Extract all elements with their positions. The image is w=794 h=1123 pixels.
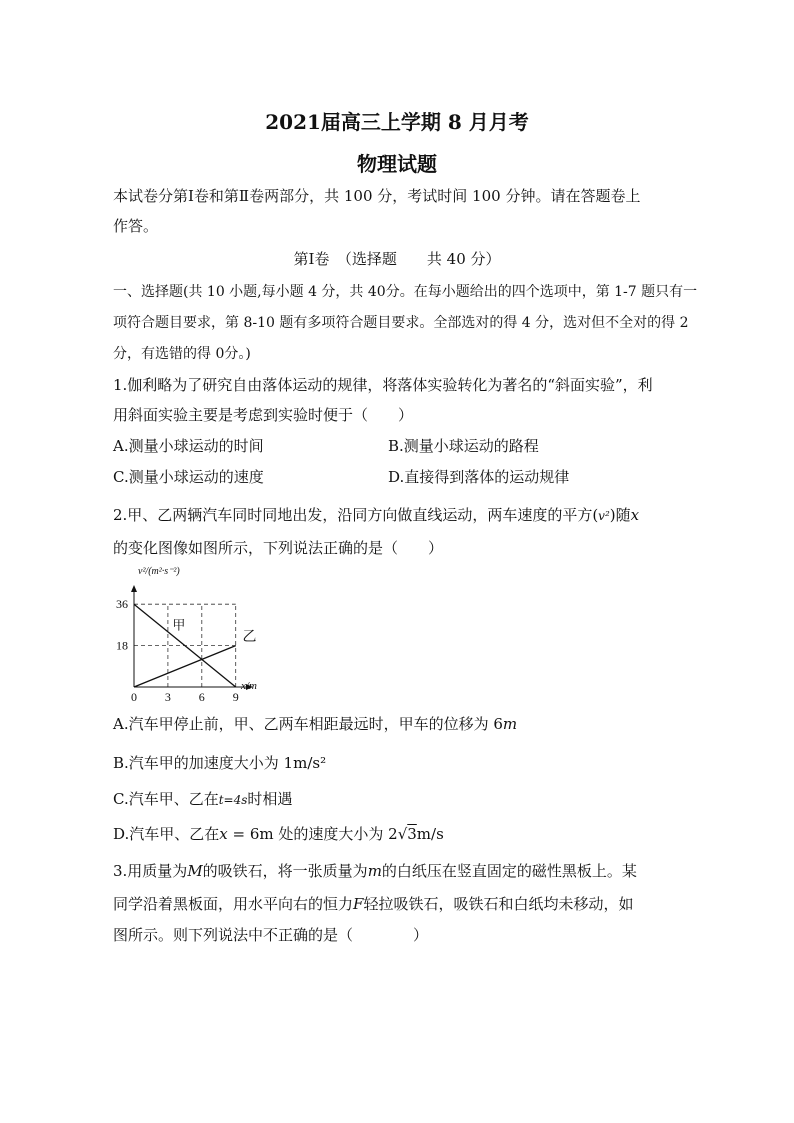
instruction-line-3: 分，有选错的得 0分。) — [113, 346, 251, 362]
y-axis-arrow — [131, 585, 137, 592]
exam-subtitle: 物理试题 — [357, 152, 437, 176]
q2-option-a: A.汽车甲停止前，甲、乙两车相距最远时，甲车的位移为 6m — [113, 715, 518, 733]
x-tick-label: 0 — [131, 690, 137, 704]
q3-stem-line-2: 同学沿着黑板面，用水平向右的恒力F轻拉吸铁石，吸铁石和白纸均未移动，如 — [113, 895, 634, 913]
part1-heading: 第Ⅰ卷 （选择题 共 40 分） — [293, 250, 501, 268]
x-tick-label: 6 — [198, 690, 205, 704]
q2-v2-x-graph — [112, 562, 282, 712]
q2-stem-line-1: 2.甲、乙两辆汽车同时同地出发，沿同方向做直线运动，两车速度的平方(v²)随x — [113, 506, 640, 524]
x-tick-label: 9 — [232, 690, 239, 704]
intro-line-2: 作答。 — [113, 217, 159, 235]
x-axis-title: x/m — [241, 680, 257, 692]
series-line-yi — [134, 646, 236, 687]
x-tick-label: 3 — [164, 690, 171, 704]
q1-stem-line-1: 1.伽利略为了研究自由落体运动的规律，将落体实验转化为著名的“斜面实验”，利 — [113, 376, 653, 394]
q3-stem-line-3: 图所示。则下列说法中不正确的是（ ） — [113, 926, 429, 944]
q1-stem-line-2: 用斜面实验主要是考虑到实验时便于（ ） — [113, 406, 414, 424]
series-label-jia: 甲 — [172, 617, 186, 633]
instruction-line-2: 项符合题目要求，第 8-10 题有多项符合题目要求。全部选对的得 4 分，选对但不全对的得 2 — [113, 315, 689, 331]
intro-line-1: 本试卷分第Ⅰ卷和第Ⅱ卷两部分，共 100 分，考试时间 100 分钟。请在答题卷上 — [113, 187, 641, 205]
q2-option-d: D.汽车甲、乙在x = 6m 处的速度大小为 2√3m/s — [113, 825, 444, 843]
instruction-line-1: 一、选择题(共 10 小题,每小题 4 分，共 40分。在每小题给出的四个选项中，第 1-7 题只有一 — [113, 284, 698, 300]
q2-option-c: C.汽车甲、乙在t=4s时相遇 — [113, 790, 293, 808]
q1-option-a: A.测量小球运动的时间 — [113, 437, 264, 455]
q2-stem-line-2: 的变化图像如图所示，下列说法正确的是（ ） — [113, 539, 444, 557]
y-axis-title: v²/(m²·s⁻²) — [138, 566, 180, 577]
y-tick-label: 36 — [116, 597, 128, 612]
y-tick-label: 18 — [116, 638, 128, 653]
q3-stem-line-1: 3.用质量为M的吸铁石，将一张质量为m的白纸压在竖直固定的磁性黑板上。某 — [113, 862, 637, 880]
series-label-yi: 乙 — [242, 630, 257, 645]
q1-option-d: D.直接得到落体的运动规律 — [388, 468, 570, 486]
sqrt-sign: √ — [397, 825, 408, 843]
q1-option-b: B.测量小球运动的路程 — [388, 437, 539, 455]
exam-title: 2021届高三上学期 8 月月考 — [265, 110, 529, 134]
q2-option-b: B.汽车甲的加速度大小为 1m/s² — [113, 754, 327, 772]
q1-option-c: C.测量小球运动的速度 — [113, 468, 264, 486]
